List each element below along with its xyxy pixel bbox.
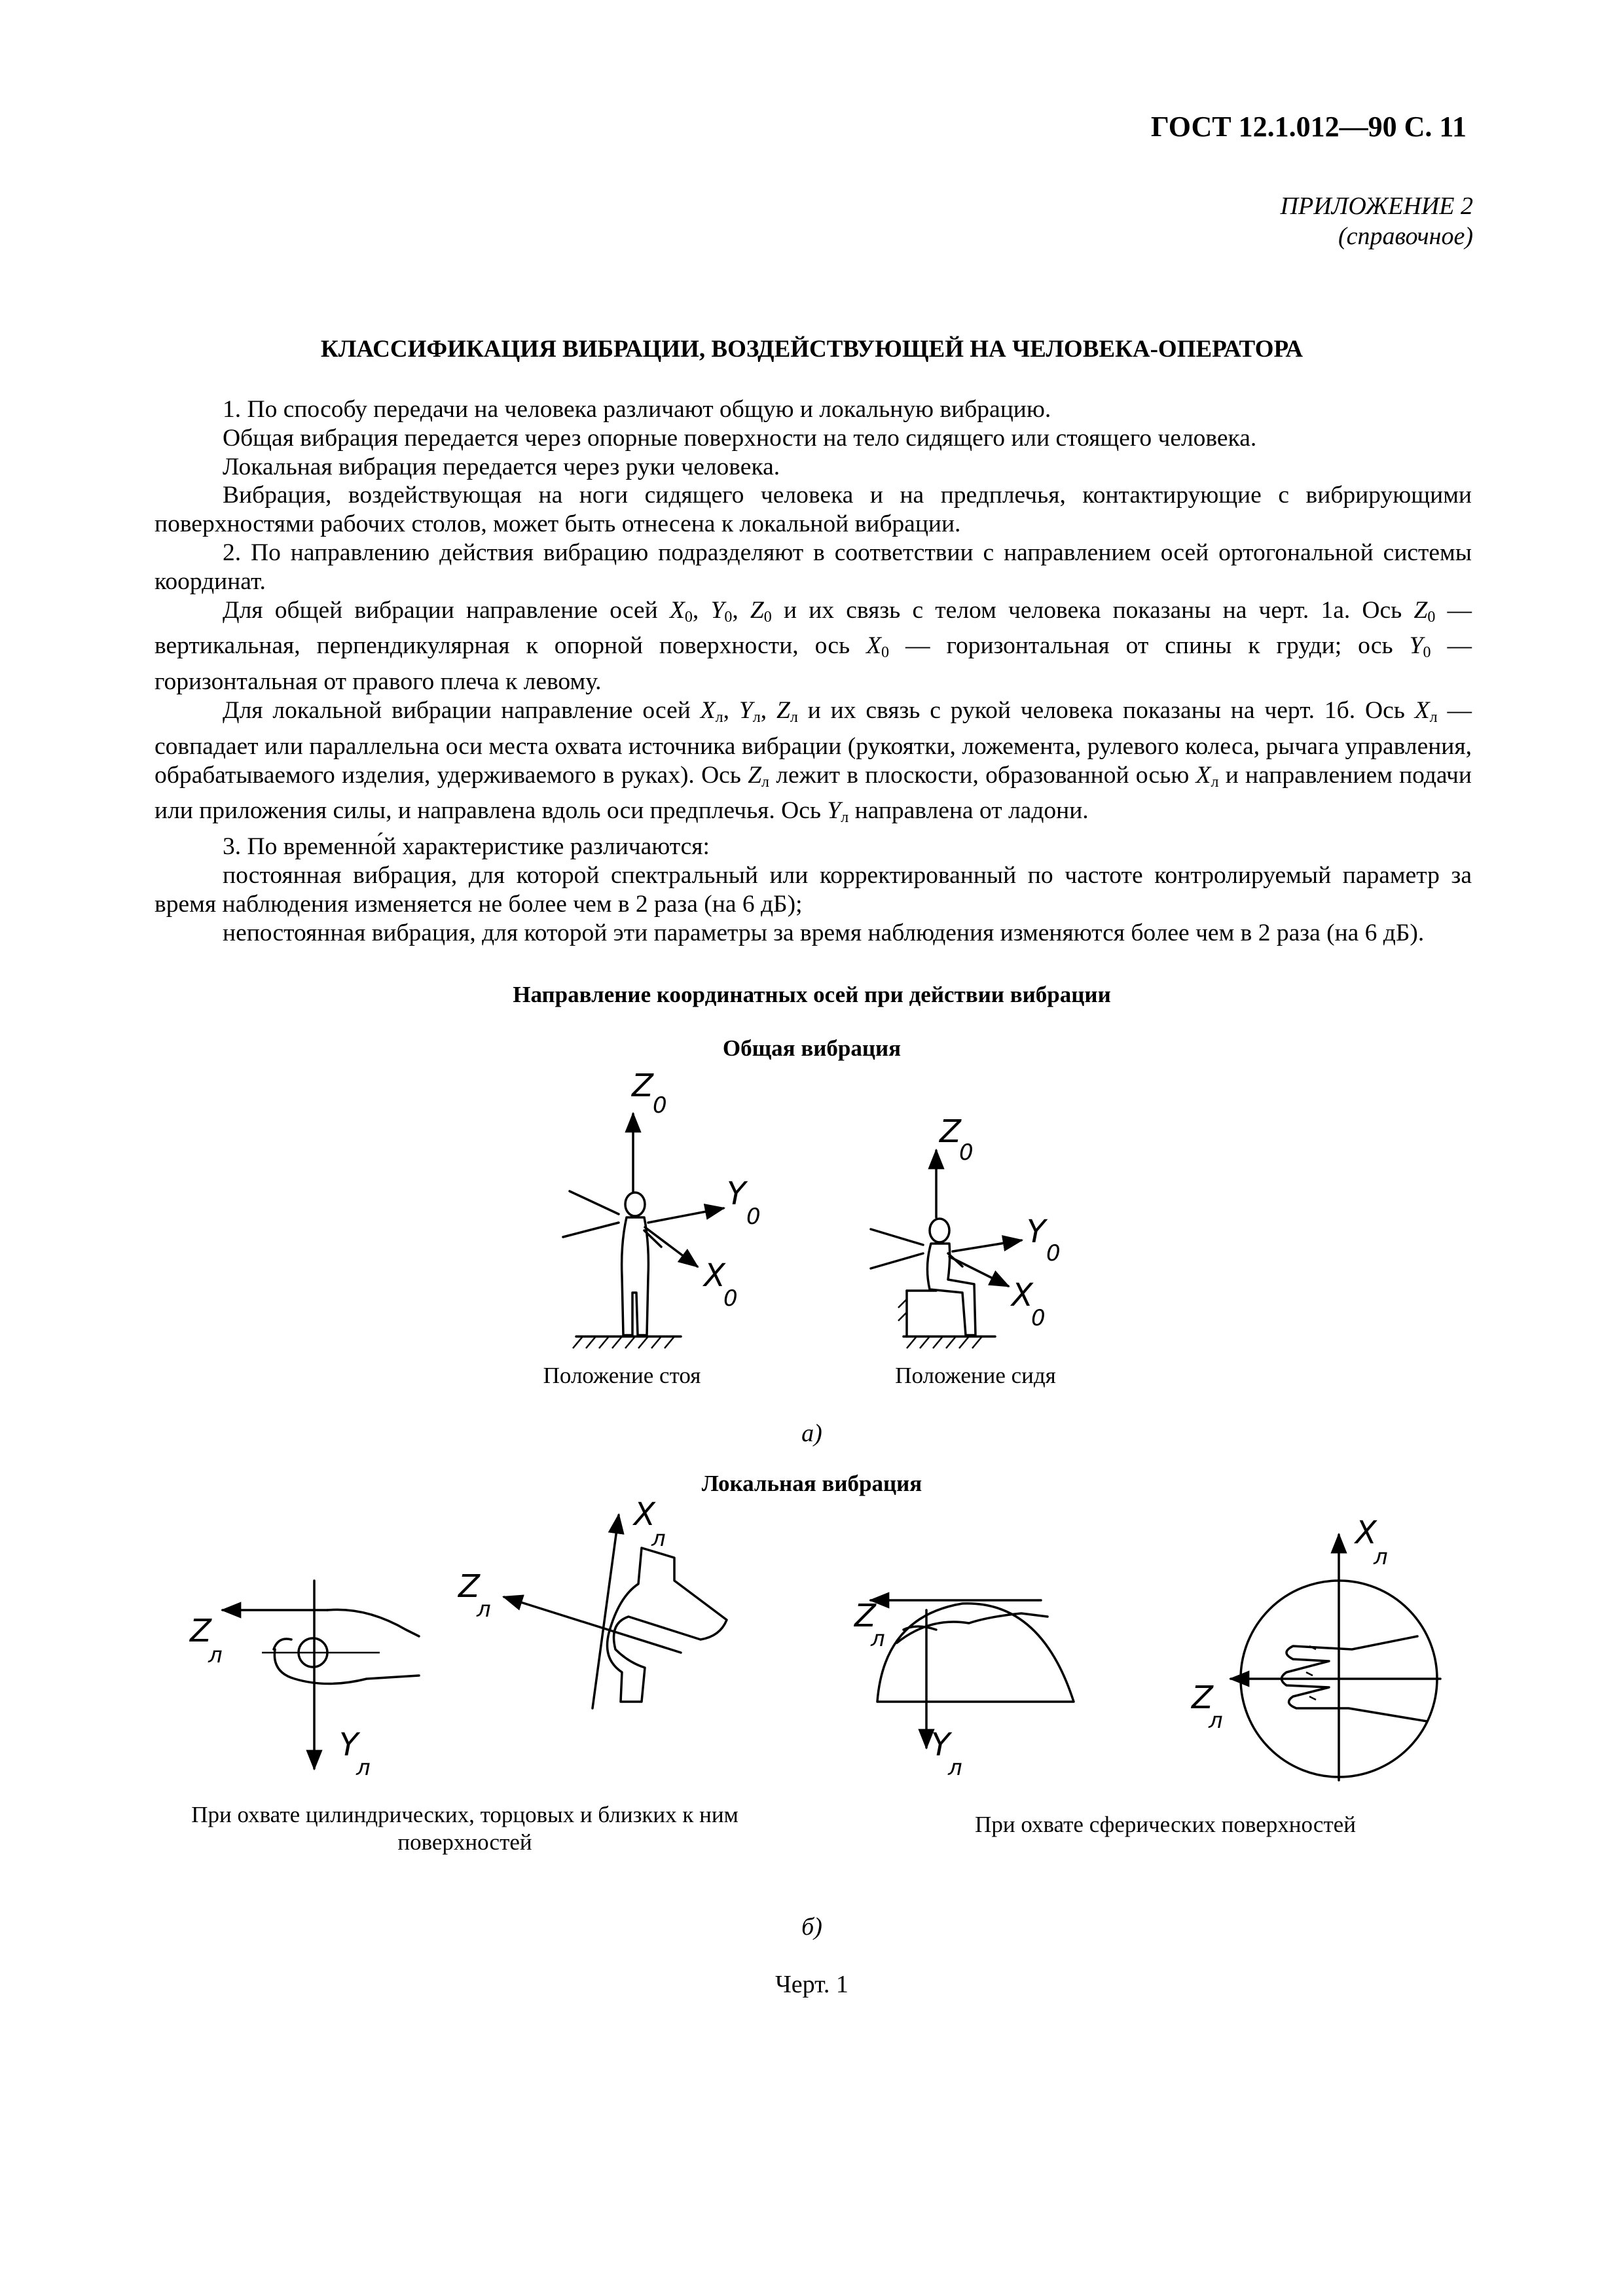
- figure-section-title: Направление координатных осей при действии вибрации: [513, 982, 1111, 1007]
- svg-text:л: л: [651, 1526, 666, 1552]
- svg-text:Y: Y: [931, 1727, 951, 1763]
- label-y0-sitting: [1027, 1213, 1061, 1266]
- paragraph-9: постоянная вибрация, для которой спектральный или корректированный по частоте контролируемый параметр за время наблюдения изменяется не более чем в 2 раза (на 6 дБ);: [155, 861, 1472, 918]
- label-z0-sitting: [938, 1113, 974, 1166]
- sitting-person-icon: [927, 1219, 976, 1335]
- cylindrical-grip-caption: При охвате цилиндрических, торцовых и близких к ним поверхностей: [191, 1802, 739, 1855]
- paragraph-5: 2. По направлению действия вибрацию подразделяют в соответствии с направлением осей ортогональной системы координат.: [155, 539, 1472, 595]
- label-yl-hand1: [339, 1727, 371, 1781]
- svg-text:л: л: [1374, 1544, 1388, 1570]
- svg-text:0: 0: [723, 1285, 738, 1312]
- svg-text:X: X: [634, 1496, 655, 1533]
- label-xl-hand4: [1353, 1515, 1388, 1570]
- document-header: ГОСТ 12.1.012—90 С. 11: [1150, 111, 1467, 143]
- hand-sphere-diagram-1: [853, 1598, 1074, 1781]
- svg-text:л: л: [477, 1596, 491, 1623]
- svg-text:Z: Z: [939, 1113, 961, 1150]
- standing-person-icon: [622, 1193, 661, 1335]
- paragraph-2: Общая вибрация передается через опорные поверхности на тело сидящего или стоящего человека.: [223, 424, 1257, 452]
- svg-text:Y: Y: [727, 1175, 746, 1212]
- hand-cylinder-diagram-2: [457, 1496, 727, 1708]
- label-zl-hand3: [853, 1598, 885, 1652]
- spherical-grip-caption: При охвате сферических поверхностей: [975, 1812, 1356, 1837]
- label-x0-sitting: [1010, 1277, 1046, 1331]
- svg-text:X: X: [704, 1257, 725, 1294]
- svg-text:0: 0: [746, 1204, 761, 1230]
- svg-text:Z: Z: [458, 1568, 480, 1605]
- svg-text:л: л: [208, 1642, 223, 1668]
- label-zl-hand2: [457, 1568, 491, 1623]
- svg-text:X: X: [1012, 1277, 1033, 1314]
- figure-letter-a: а): [801, 1420, 822, 1447]
- paragraph-8: 3. По временно́й характеристике различаются:: [223, 833, 710, 861]
- svg-text:Y: Y: [339, 1727, 359, 1763]
- label-x0-standing: [702, 1257, 738, 1312]
- label-z0-standing: [630, 1067, 667, 1119]
- label-zl-hand4: [1190, 1679, 1223, 1734]
- svg-text:0: 0: [1046, 1240, 1061, 1266]
- standing-caption: Положение стоя: [543, 1363, 701, 1388]
- hand-cylinder-diagram-1: [189, 1581, 419, 1781]
- svg-text:Y: Y: [1027, 1213, 1046, 1250]
- standing-person-diagram: [563, 1067, 761, 1348]
- paragraph-6: Для общей вибрации направление осей $X_0$, $Y_0$, $Z_0$ и их связь с телом человека показаны на черт. 1а. Ось $Z_0$ — вертикальная, перпендикулярная к опорной поверхности, ось $X_0$ — горизонтальная от спины к груди; ось $Y_0$ — горизонтальная от правого плеча к левому.: [155, 596, 1472, 696]
- appendix-type: (справочное): [1338, 223, 1473, 250]
- sitting-person-diagram: [871, 1113, 1061, 1348]
- general-vibration-title: Общая вибрация: [722, 1035, 902, 1061]
- svg-text:л: л: [356, 1755, 371, 1781]
- svg-text:0: 0: [653, 1092, 667, 1119]
- svg-text:0: 0: [959, 1139, 974, 1166]
- label-y0-standing: [727, 1175, 761, 1230]
- svg-text:X: X: [1355, 1515, 1377, 1551]
- paragraph-7: Для локальной вибрации направление осей $X_л$, $Y_л$, $Z_л$ и их связь с рукой человека показаны на черт. 1б. Ось $X_л$ — совпадает или параллельна оси места охвата источника вибрации (рукоятки, ложемента, рулевого колеса, рычага управления, обрабатываемого изделия, удерживаемого в руках). Ось $Z_л$ лежит в плоскости, образованной осью $X_л$ и направлением подачи или приложения силы, и направлена вдоль оси предплечья. Ось $Y_л$ направлена от ладони.: [155, 696, 1472, 827]
- figure-number: Черт. 1: [775, 1971, 848, 1998]
- svg-text:Z: Z: [190, 1613, 211, 1649]
- paragraph-3: Локальная вибрация передается через руки человека.: [223, 453, 780, 480]
- figure-letter-b: б): [801, 1913, 822, 1941]
- svg-text:л: л: [948, 1755, 962, 1781]
- paragraph-4: Вибрация, воздействующая на ноги сидящего человека и на предплечья, контактирующие с вибрирующими поверхностями рабочих столов, может быть отнесена к локальной вибрации.: [155, 482, 1472, 538]
- sitting-caption: Положение сидя: [895, 1363, 1056, 1388]
- local-vibration-title: Локальная вибрация: [701, 1471, 922, 1496]
- label-zl-hand1: [189, 1613, 223, 1668]
- label-xl-hand2: [632, 1496, 666, 1552]
- svg-text:л: л: [1209, 1708, 1223, 1734]
- label-yl-hand3: [931, 1727, 962, 1781]
- svg-text:Z: Z: [1192, 1679, 1213, 1716]
- page-title: КЛАССИФИКАЦИЯ ВИБРАЦИИ, ВОЗДЕЙСТВУЮЩЕЙ НА ЧЕЛОВЕКА-ОПЕРАТОРА: [320, 336, 1304, 363]
- paragraph-10: непостоянная вибрация, для которой эти параметры за время наблюдения изменяются более чем в 2 раза (на 6 дБ).: [223, 919, 1425, 946]
- svg-text:0: 0: [1031, 1305, 1046, 1331]
- svg-text:л: л: [871, 1626, 885, 1652]
- svg-text:Z: Z: [632, 1067, 653, 1104]
- appendix-number: ПРИЛОЖЕНИЕ 2: [1280, 192, 1473, 220]
- svg-text:Z: Z: [854, 1598, 876, 1634]
- hand-sphere-diagram-2: [1190, 1515, 1440, 1780]
- paragraph-1: 1. По способу передачи на человека различают общую и локальную вибрацию.: [223, 396, 1051, 423]
